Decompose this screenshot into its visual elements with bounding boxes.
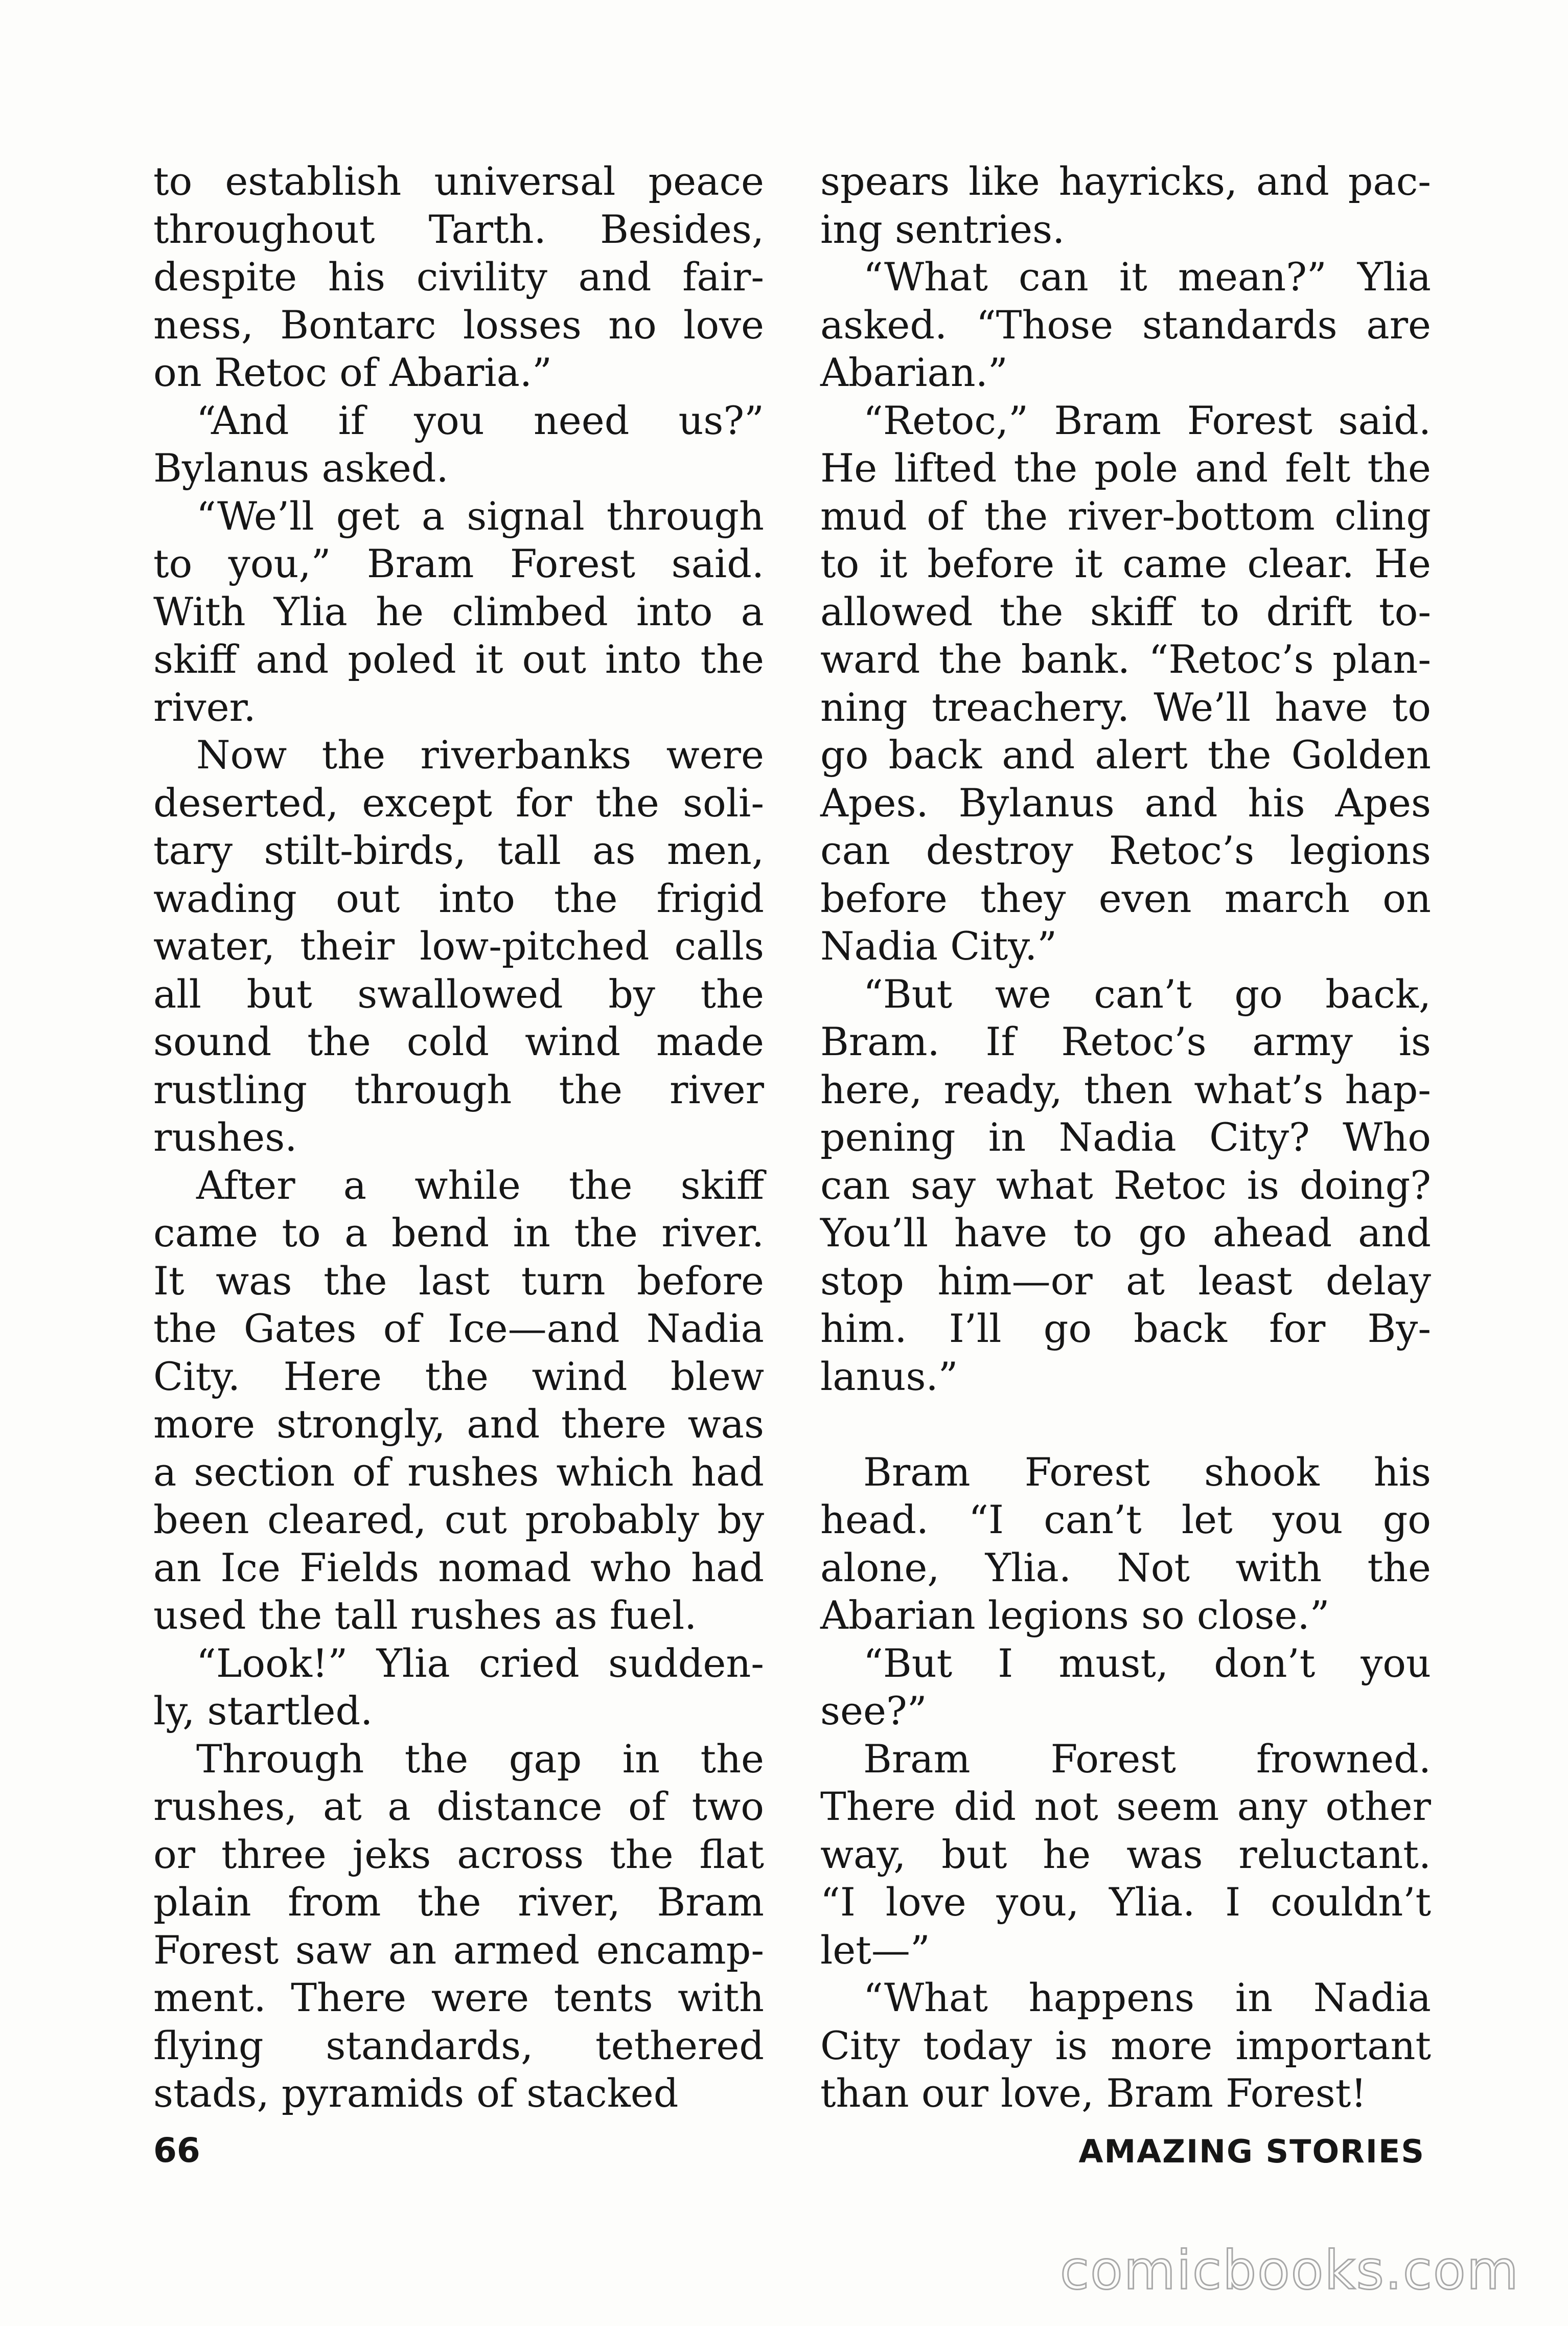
text-line: ward the bank. “Retoc’s plan- <box>820 636 1431 682</box>
text-line: him. I’ll go back for By- <box>820 1306 1431 1351</box>
text-line: a section of rushes which had <box>153 1449 764 1495</box>
text-line: It was the last turn before <box>153 1258 764 1304</box>
paragraph <box>153 397 764 492</box>
text-line: skiff and poled it out into the <box>153 636 764 682</box>
text-line: see?” <box>820 1688 927 1734</box>
text-line: “And if you need us?” <box>196 397 764 443</box>
text-line: the Gates of Ice—and Nadia <box>153 1306 764 1351</box>
paragraph <box>820 253 1431 397</box>
text-line: Bram Forest frowned. <box>863 1736 1431 1782</box>
text-line: Nadia City.” <box>820 923 1057 969</box>
text-line: all but swallowed by the <box>153 971 764 1017</box>
text-line: rushes, at a distance of two <box>153 1784 764 1829</box>
text-line: asked. “Those standards are <box>820 302 1431 348</box>
text-line: more strongly, and there was <box>153 1401 764 1447</box>
watermark: comicbooks.com <box>1059 2239 1519 2301</box>
text-line: Through the gap in the <box>196 1736 764 1782</box>
text-line: been cleared, cut probably by <box>153 1497 764 1542</box>
text-line: Bram Forest shook his <box>863 1449 1431 1495</box>
text-line: ness, Bontarc losses no love <box>153 302 764 348</box>
paragraph <box>153 731 764 1161</box>
text-line: “What can it mean?” Ylia <box>863 254 1431 300</box>
text-line: You’ll have to go ahead and <box>820 1210 1431 1256</box>
text-line: wading out into the frigid <box>153 875 764 921</box>
text-line: let—” <box>820 1927 930 1973</box>
text-line: Apes. Bylanus and his Apes <box>820 780 1431 826</box>
text-line: With Ylia he climbed into a <box>153 588 764 634</box>
text-line: flying standards, tethered <box>153 2022 764 2068</box>
text-line: “But I must, don’t you <box>863 1640 1431 1686</box>
text-line: despite his civility and fair- <box>153 254 764 300</box>
text-line: than our love, Bram Forest! <box>820 2070 1367 2116</box>
text-line: Abarian legions so close.” <box>820 1592 1330 1638</box>
text-line: deserted, except for the soli- <box>153 780 764 826</box>
text-line: lanus.” <box>820 1353 958 1399</box>
text-line: head. “I can’t let you go <box>820 1497 1431 1542</box>
text-line: rustling through the river <box>153 1066 764 1112</box>
paragraph <box>820 1448 1431 1639</box>
paragraph <box>820 970 1431 1401</box>
magazine-title: AMAZING STORIES <box>1078 2133 1425 2170</box>
paragraph <box>820 157 1431 253</box>
paragraph <box>153 492 764 732</box>
text-line: allowed the skiff to drift to- <box>820 588 1431 634</box>
text-line: There did not seem any other <box>820 1784 1431 1829</box>
text-line: He lifted the pole and felt the <box>820 445 1431 491</box>
text-line: Forest saw an armed encamp- <box>153 1927 764 1973</box>
text-line: “I love you, Ylia. I couldn’t <box>820 1879 1431 1925</box>
text-line: “Look!” Ylia cried sudden- <box>196 1640 764 1686</box>
paragraph <box>820 1974 1431 2117</box>
page-number: 66 <box>153 2131 200 2170</box>
text-line: pening in Nadia City? Who <box>820 1114 1431 1160</box>
text-line: throughout Tarth. Besides, <box>153 206 764 252</box>
text-line: ning treachery. We’ll have to <box>820 684 1431 730</box>
paragraph-gap <box>820 1400 1431 1448</box>
text-line: go back and alert the Golden <box>820 732 1431 778</box>
text-line: “We’ll get a signal through <box>196 493 764 539</box>
text-line: to you,” Bram Forest said. <box>153 541 764 586</box>
text-line: “What happens in Nadia <box>863 1975 1431 2020</box>
text-line: way, but he was reluctant. <box>820 1831 1431 1877</box>
text-line: plain from the river, Bram <box>153 1879 764 1925</box>
paragraph <box>820 1639 1431 1735</box>
text-line: here, ready, then what’s hap- <box>820 1066 1431 1112</box>
text-line: or three jeks across the flat <box>153 1831 764 1877</box>
text-line: “Retoc,” Bram Forest said. <box>863 397 1431 443</box>
text-line: an Ice Fields nomad who had <box>153 1544 764 1590</box>
text-line: stads, pyramids of stacked <box>153 2070 679 2116</box>
text-line: After a while the skiff <box>196 1162 764 1208</box>
text-line: river. <box>153 684 256 730</box>
left-text-column <box>153 157 764 2117</box>
paragraph <box>153 157 764 397</box>
text-line: used the tall rushes as fuel. <box>153 1592 697 1638</box>
text-line: came to a bend in the river. <box>153 1210 764 1256</box>
text-line: ing sentries. <box>820 206 1065 252</box>
text-line: on Retoc of Abaria.” <box>153 350 552 395</box>
paragraph <box>153 1735 764 2117</box>
text-line: “But we can’t go back, <box>863 971 1431 1017</box>
text-line: sound the cold wind made <box>153 1019 764 1064</box>
text-line: rushes. <box>153 1114 297 1160</box>
text-line: alone, Ylia. Not with the <box>820 1544 1431 1590</box>
text-line: tary stilt-birds, tall as men, <box>153 828 764 873</box>
text-line: Now the riverbanks were <box>196 732 764 778</box>
text-line: before they even march on <box>820 875 1431 921</box>
text-line: Bylanus asked. <box>153 445 449 491</box>
paragraph <box>820 397 1431 970</box>
text-line: spears like hayricks, and pac- <box>820 158 1431 204</box>
text-line: ment. There were tents with <box>153 1975 764 2020</box>
text-line: mud of the river-bottom cling <box>820 493 1431 539</box>
paragraph <box>820 1735 1431 1974</box>
text-line: stop him—or at least delay <box>820 1258 1431 1304</box>
paragraph <box>153 1161 764 1639</box>
text-line: can destroy Retoc’s legions <box>820 828 1431 873</box>
text-line: ly, startled. <box>153 1688 373 1734</box>
paragraph <box>153 1639 764 1735</box>
text-line: City. Here the wind blew <box>153 1353 764 1399</box>
text-line: to it before it came clear. He <box>820 541 1431 586</box>
right-text-column <box>820 157 1431 2117</box>
text-line: water, their low-pitched calls <box>153 923 764 969</box>
text-line: Bram. If Retoc’s army is <box>820 1019 1431 1064</box>
text-line: can say what Retoc is doing? <box>820 1162 1431 1208</box>
text-line: to establish universal peace <box>153 158 764 204</box>
text-line: City today is more important <box>820 2022 1431 2068</box>
text-line: Abarian.” <box>820 350 1008 395</box>
